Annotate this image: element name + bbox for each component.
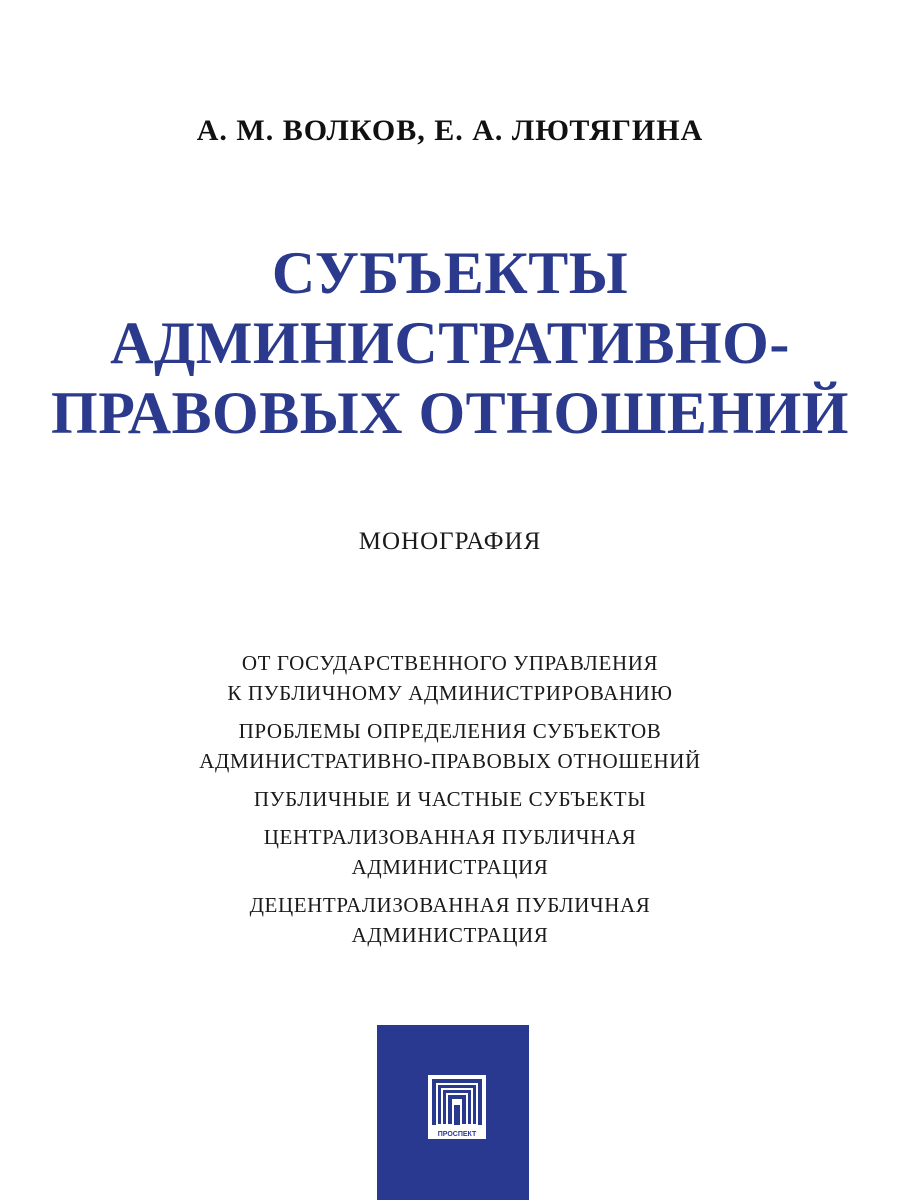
book-title xyxy=(0,238,900,448)
title-line: СУБЪЕКТЫ xyxy=(271,240,629,306)
topic-line: ПРОБЛЕМЫ ОПРЕДЕЛЕНИЯ СУБЪЕКТОВ xyxy=(238,719,662,743)
genre-label: МОНОГРАФИЯ xyxy=(358,528,542,555)
topic-line: ПУБЛИЧНЫЕ И ЧАСТНЫЕ СУБЪЕКТЫ xyxy=(253,787,647,811)
publisher-logo-icon xyxy=(428,1075,486,1139)
title-line: ПРАВОВЫХ ОТНОШЕНИЙ xyxy=(51,380,849,446)
topic-item xyxy=(0,822,900,882)
topic-line: К ПУБЛИЧНОМУ АДМИНИСТРИРОВАНИЮ xyxy=(227,681,673,705)
publisher-name: ПРОСПЕКТ xyxy=(437,1131,477,1138)
topic-item xyxy=(0,890,900,950)
topic-line: АДМИНИСТРАТИВНО-ПРАВОВЫХ ОТНОШЕНИЙ xyxy=(199,749,701,773)
topic-line: ЦЕНТРАЛИЗОВАННАЯ ПУБЛИЧНАЯ xyxy=(263,825,637,849)
topics-list xyxy=(0,648,900,958)
topic-line: ОТ ГОСУДАРСТВЕННОГО УПРАВЛЕНИЯ xyxy=(241,651,659,675)
title-line: АДМИНИСТРАТИВНО- xyxy=(110,310,790,376)
topic-item xyxy=(0,716,900,776)
topic-line: АДМИНИСТРАЦИЯ xyxy=(351,855,549,879)
topic-line: АДМИНИСТРАЦИЯ xyxy=(351,923,549,947)
topic-line: ДЕЦЕНТРАЛИЗОВАННАЯ ПУБЛИЧНАЯ xyxy=(249,893,651,917)
topic-item xyxy=(0,648,900,708)
authors: А. М. ВОЛКОВ, Е. А. ЛЮТЯГИНА xyxy=(196,114,704,147)
topic-item xyxy=(0,784,900,814)
